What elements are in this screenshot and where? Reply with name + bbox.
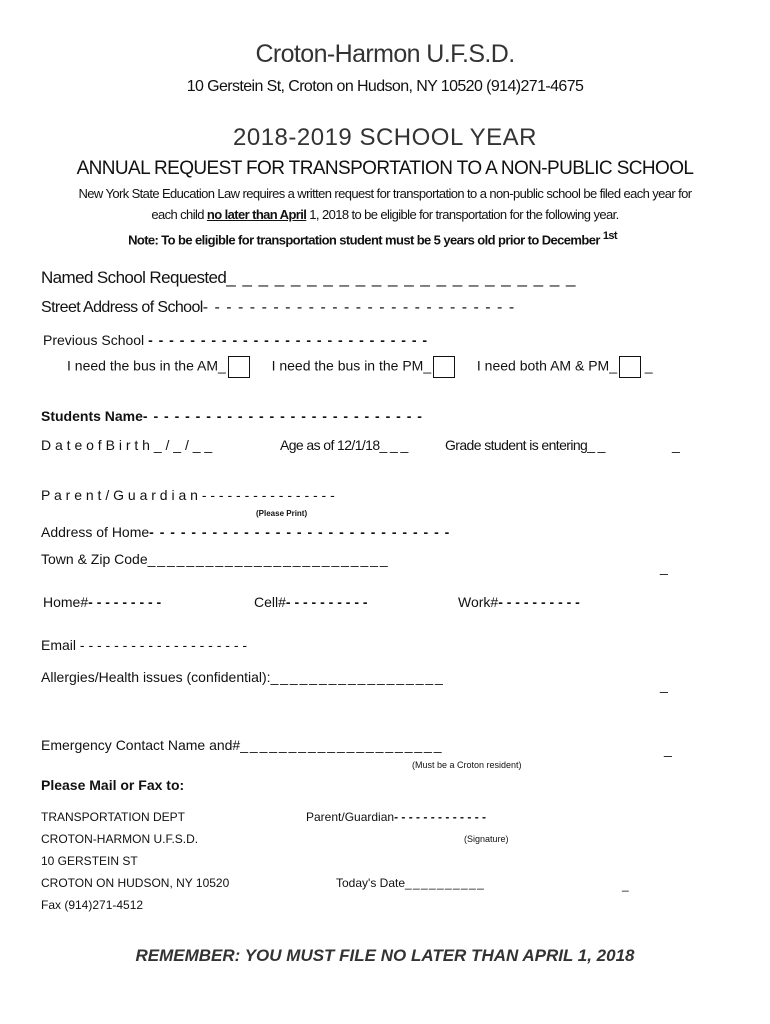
- district-address: 10 Gerstein St, Croton on Hudson, NY 10520 (914)271-4675: [186, 78, 584, 95]
- street-address-row: [41, 299, 515, 317]
- emergency-label: Emergency Contact Name and#: [41, 737, 241, 753]
- deadline-emphasis: no later than April: [206, 207, 307, 222]
- mail-line-5: Fax (914)271-4512: [41, 898, 144, 912]
- bus-pm-label: I need the bus in the PM_: [271, 357, 432, 374]
- bus-am-checkbox[interactable]: [228, 356, 250, 378]
- street-address-label: Street Address of School: [41, 299, 203, 316]
- cell-phone-row: [254, 594, 368, 610]
- signature-row: [306, 810, 486, 824]
- work-phone-label: Work#: [458, 594, 499, 610]
- todays-date-field[interactable]: _ _ _ _ _ _ _ _ _ _: [405, 876, 483, 890]
- croton-resident-note: (Must be a Croton resident): [412, 760, 522, 770]
- allergies-label: Allergies/Health issues (confidential):: [41, 669, 271, 685]
- previous-school-label: Previous School: [43, 332, 145, 348]
- previous-school-row: [43, 332, 428, 348]
- address-home-row: [41, 524, 450, 540]
- previous-school-field[interactable]: - - - - - - - - - - - - - - - - - - - - - - - - - - -: [148, 332, 429, 348]
- date-trailing-line: _: [622, 878, 629, 892]
- town-zip-field[interactable]: _ _ _ _ _ _ _ _ _ _ _ _ _ _ _ _ _ _ _ _ _ _ _ _ _: [147, 551, 387, 567]
- town-trailing-line: _: [660, 559, 668, 575]
- students-name-label: Students Name: [41, 408, 143, 424]
- allergies-row: [41, 669, 442, 685]
- address-home-field[interactable]: - - - - - - - - - - - - - - - - - - - - - - - - - - - - -: [149, 524, 451, 540]
- address-home-label: Address of Home: [41, 524, 150, 540]
- law-text-post: 1, 2018 to be eligible for transportation for the following year.: [306, 207, 619, 222]
- named-school-label: Named School Requested: [41, 268, 227, 287]
- todays-date-label: Today's Date: [336, 876, 405, 890]
- note-text: Note: To be eligible for transportation student must be 5 years old prior to December: [128, 232, 603, 248]
- mail-heading: Please Mail or Fax to:: [41, 777, 185, 793]
- form-title: ANNUAL REQUEST FOR TRANSPORTATION TO A NON-PUBLIC SCHOOL: [76, 158, 694, 179]
- school-year-title: 2018-2019 SCHOOL YEAR: [233, 124, 537, 151]
- bus-trailing-line: _: [644, 357, 653, 374]
- cell-phone-label: Cell#: [254, 594, 286, 610]
- email-field[interactable]: - - - - - - - - - - - - - - - - - - - -: [79, 637, 248, 653]
- email-row: [41, 637, 247, 653]
- emergency-row: [41, 737, 441, 753]
- todays-date-row: [336, 876, 483, 890]
- parent-guardian-row: [41, 487, 335, 503]
- town-zip-label: Town & Zip Code: [41, 551, 148, 567]
- bus-both-checkbox[interactable]: [619, 356, 641, 378]
- law-text-line1: New York State Education Law requires a written request for transportation to a non-public school be filed each year for: [78, 186, 692, 201]
- age-as-of-label[interactable]: Age as of 12/1/18_ _ _: [280, 437, 408, 453]
- district-name: Croton-Harmon U.F.S.D.: [255, 40, 515, 68]
- law-text-line2: [0, 207, 770, 222]
- town-zip-row: [41, 551, 387, 567]
- dob-label[interactable]: D a t e o f B i r t h _ / _ / _ _: [41, 437, 213, 453]
- signature-field[interactable]: - - - - - - - - - - - - -: [394, 810, 487, 824]
- bus-options-row: [67, 356, 653, 378]
- email-label: Email: [41, 637, 77, 653]
- mail-line-2: CROTON-HARMON U.F.S.D.: [41, 832, 199, 846]
- law-text-pre: each child: [151, 207, 207, 222]
- grade-label[interactable]: Grade student is entering_ _: [445, 437, 605, 453]
- home-phone-row: [43, 594, 161, 610]
- work-phone-field[interactable]: - - - - - - - - - -: [498, 594, 580, 610]
- note-superscript: 1st: [602, 230, 617, 242]
- home-phone-label: Home#: [43, 594, 89, 610]
- home-phone-field[interactable]: - - - - - - - - -: [88, 594, 162, 610]
- allergies-trailing-line: _: [660, 677, 668, 693]
- signature-note: (Signature): [464, 834, 509, 844]
- work-phone-row: [458, 594, 580, 610]
- parent-guardian-label: P a r e n t / G u a r d i a n: [41, 487, 198, 503]
- bus-both-label: I need both AM & PM_: [476, 357, 617, 374]
- bus-pm-checkbox[interactable]: [433, 356, 455, 378]
- mail-line-3: 10 GERSTEIN ST: [41, 854, 138, 868]
- allergies-field[interactable]: _ _ _ _ _ _ _ _ _ _ _ _ _ _ _ _ _ _: [270, 669, 442, 685]
- students-name-row: [41, 408, 423, 424]
- emergency-field[interactable]: _ _ _ _ _ _ _ _ _ _ _ _ _ _ _ _ _ _ _ _ _: [240, 737, 441, 753]
- named-school-row: [41, 268, 576, 288]
- please-print-note: (Please Print): [256, 509, 308, 518]
- eligibility-note: [0, 230, 745, 247]
- named-school-field[interactable]: _ _ _ _ _ _ _ _ _ _ _ _ _ _ _ _ _ _ _ _ _ _: [226, 268, 577, 287]
- parent-guardian-field[interactable]: - - - - - - - - - - - - - - - -: [201, 487, 335, 503]
- cell-phone-field[interactable]: - - - - - - - - - -: [285, 594, 368, 610]
- mail-line-4: CROTON ON HUDSON, NY 10520: [41, 876, 230, 890]
- students-name-field[interactable]: - - - - - - - - - - - - - - - - - - - - - - - - - - -: [142, 408, 423, 424]
- emergency-trailing-line: _: [664, 741, 672, 757]
- street-address-field[interactable]: - - - - - - - - - - - - - - - - - - - - - - - - - - -: [202, 299, 516, 316]
- bus-am-label: I need the bus in the AM_: [67, 357, 226, 374]
- signature-label: Parent/Guardian: [306, 810, 395, 824]
- grade-trailing-line: _: [672, 437, 680, 453]
- mail-line-1: TRANSPORTATION DEPT: [41, 810, 186, 824]
- file-reminder: REMEMBER: YOU MUST FILE NO LATER THAN APRIL 1, 2018: [135, 946, 635, 965]
